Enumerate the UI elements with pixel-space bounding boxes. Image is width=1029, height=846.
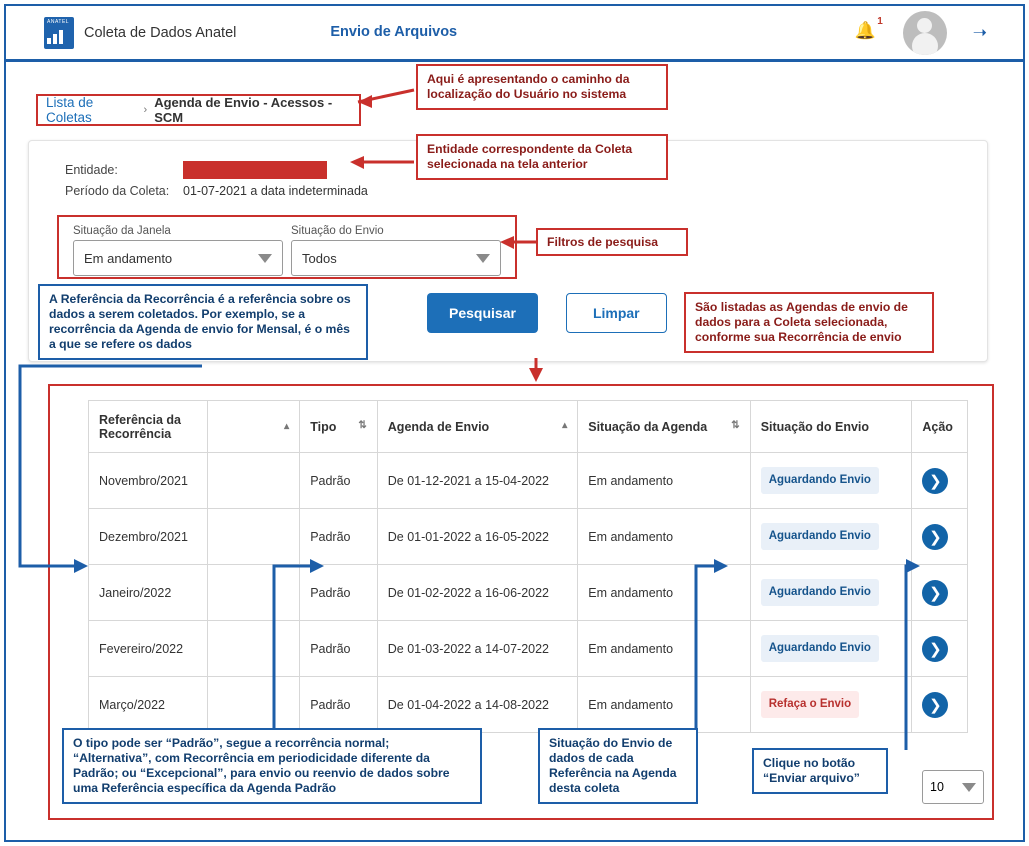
top-navigation-bar <box>6 6 1023 62</box>
table-row <box>89 565 968 621</box>
notification-badge: 1 <box>877 15 883 27</box>
annotation-botao: Clique no botão “Enviar arquivo” <box>752 748 888 794</box>
tab-label: Envio de Arquivos <box>330 24 458 40</box>
cell-acao <box>912 621 968 677</box>
cell-referencia: Dezembro/2021 <box>89 509 208 565</box>
cell-situacao-envio <box>750 565 912 621</box>
table-row <box>89 509 968 565</box>
cell-agenda: De 01-02-2022 a 16-06-2022 <box>377 565 577 621</box>
situacao-envio-select[interactable] <box>291 240 501 276</box>
period-label: Período da Coleta: <box>65 184 170 198</box>
chevron-down-icon <box>476 254 490 263</box>
cell-acao <box>912 509 968 565</box>
cell-blank <box>207 677 300 733</box>
col-acao <box>912 401 968 453</box>
pesquisar-button[interactable]: Pesquisar <box>427 293 538 333</box>
logo-bars-icon <box>47 30 71 44</box>
chevron-down-icon <box>962 783 976 792</box>
arrow-right-circle-icon[interactable]: ❯ <box>922 580 948 606</box>
status-badge: Aguardando Envio <box>761 523 879 550</box>
cell-situacao-agenda: Em andamento <box>578 509 750 565</box>
filters-group <box>57 215 517 279</box>
limpar-button[interactable]: Limpar <box>566 293 667 333</box>
col-situacao-envio <box>750 401 912 453</box>
cell-referencia: Março/2022 <box>89 677 208 733</box>
col-tipo-label: Tipo <box>310 419 337 434</box>
arrow-right-circle-icon[interactable]: ❯ <box>922 468 948 494</box>
filter-janela-label: Situação da Janela <box>73 225 171 237</box>
table-head <box>89 401 968 453</box>
cell-situacao-envio <box>750 509 912 565</box>
logo-caption: ANATEL <box>47 18 70 25</box>
cell-blank <box>207 565 300 621</box>
period-row <box>65 184 368 198</box>
cell-situacao-envio <box>750 453 912 509</box>
table-row <box>89 677 968 733</box>
sort-caret-icon: ▴ <box>284 421 290 432</box>
sort-caret-icon: ▴ <box>562 419 568 431</box>
arrow-right-circle-icon[interactable]: ❯ <box>922 636 948 662</box>
annotation-list: São listadas as Agendas de envio de dados para a Coleta selecionada, conforme sua Recorrência de envio <box>684 292 934 353</box>
app-window <box>4 4 1025 842</box>
col-tipo[interactable] <box>300 401 378 453</box>
table-body <box>89 453 968 733</box>
annotation-entity: Entidade correspondente da Coleta selecionada na tela anterior <box>416 134 668 180</box>
entity-value-redacted <box>183 161 327 179</box>
cell-situacao-envio <box>750 621 912 677</box>
col-situacao-agenda[interactable] <box>578 401 750 453</box>
status-badge: Aguardando Envio <box>761 635 879 662</box>
col-situacao-envio-label: Situação do Envio <box>760 419 870 434</box>
agenda-table <box>88 400 968 733</box>
logout-icon[interactable]: ➝ <box>972 22 987 42</box>
entity-info <box>65 161 368 203</box>
period-value: 01-07-2021 a data indeterminada <box>183 184 368 198</box>
sort-caret-icon: ⇅ <box>358 419 367 431</box>
situacao-janela-value: Em andamento <box>84 250 173 266</box>
cell-situacao-agenda: Em andamento <box>578 453 750 509</box>
cell-acao <box>912 565 968 621</box>
cell-situacao-agenda: Em andamento <box>578 677 750 733</box>
arrow-right-circle-icon[interactable]: ❯ <box>922 692 948 718</box>
anatel-logo-icon <box>44 17 74 49</box>
table-row <box>89 453 968 509</box>
entity-label: Entidade: <box>65 163 118 177</box>
annotation-situacao-envio: Situação do Envio de dados de cada Referência na Agenda desta coleta <box>538 728 698 804</box>
cell-blank <box>207 453 300 509</box>
topbar-right-actions <box>855 11 987 55</box>
cell-agenda: De 01-04-2022 a 14-08-2022 <box>377 677 577 733</box>
cell-referencia: Novembro/2021 <box>89 453 208 509</box>
table-row <box>89 621 968 677</box>
cell-tipo: Padrão <box>300 509 378 565</box>
filter-situacao-janela <box>73 225 283 276</box>
status-badge: Refaça o Envio <box>761 691 859 718</box>
page-size-select[interactable] <box>922 770 984 804</box>
brand-title: Coleta de Dados Anatel <box>84 24 237 41</box>
chevron-down-icon <box>258 254 272 263</box>
status-badge: Aguardando Envio <box>761 579 879 606</box>
breadcrumb-link-lista-de-coletas[interactable]: Lista de Coletas <box>46 95 94 125</box>
breadcrumb-current: Agenda de Envio - Acessos - SCM <box>154 95 333 125</box>
cell-situacao-envio <box>750 677 912 733</box>
filter-situacao-envio <box>291 225 501 276</box>
status-badge: Aguardando Envio <box>761 467 879 494</box>
col-situacao-agenda-label: Situação da Agenda <box>588 419 708 434</box>
annotation-recurrence: A Referência da Recorrência é a referência sobre os dados a serem coletados. Por exemplo, se a recorrência da Agenda de envio for Mensal, é o mês a que se refere os dados <box>38 284 368 360</box>
brand <box>44 17 236 49</box>
sort-caret-icon: ⇅ <box>731 419 740 431</box>
notifications-button[interactable] <box>854 15 883 45</box>
cell-agenda: De 01-01-2022 a 16-05-2022 <box>377 509 577 565</box>
cell-agenda: De 01-03-2022 a 14-07-2022 <box>377 621 577 677</box>
bell-icon: 🔔 <box>854 20 876 40</box>
tab-envio-de-arquivos[interactable] <box>324 6 463 62</box>
annotation-breadcrumb: Aqui é apresentando o caminho da localização do Usuário no sistema <box>416 64 668 110</box>
situacao-envio-value: Todos <box>302 250 337 266</box>
cell-tipo: Padrão <box>300 621 378 677</box>
cell-situacao-agenda: Em andamento <box>578 621 750 677</box>
arrow-right-circle-icon[interactable]: ❯ <box>922 524 948 550</box>
panel-actions <box>427 293 667 333</box>
col-referencia <box>89 401 208 453</box>
cell-referencia: Fevereiro/2022 <box>89 621 208 677</box>
cell-tipo: Padrão <box>300 453 378 509</box>
cell-blank <box>207 621 300 677</box>
cell-referencia: Janeiro/2022 <box>89 565 208 621</box>
cell-tipo: Padrão <box>300 677 378 733</box>
table-header-row <box>89 401 968 453</box>
situacao-janela-select[interactable] <box>73 240 283 276</box>
breadcrumb-separator-icon: › <box>143 104 148 116</box>
cell-tipo: Padrão <box>300 565 378 621</box>
filter-envio-label: Situação do Envio <box>291 225 384 237</box>
entity-row <box>65 161 368 179</box>
cell-agenda: De 01-12-2021 a 15-04-2022 <box>377 453 577 509</box>
avatar[interactable] <box>903 11 947 55</box>
cell-acao <box>912 677 968 733</box>
col-sort-blank[interactable] <box>207 401 300 453</box>
cell-situacao-agenda: Em andamento <box>578 565 750 621</box>
col-referencia-label: Referência da Recorrência <box>99 412 181 441</box>
col-agenda[interactable] <box>377 401 577 453</box>
page-size-value: 10 <box>930 780 944 794</box>
col-agenda-label: Agenda de Envio <box>387 419 490 434</box>
annotation-tipo: O tipo pode ser “Padrão”, segue a recorrência normal; “Alternativa”, com Recorrência em periodicidade diferente da Padrão; ou “Excepcional”, para envio ou reenvio de dados sobre uma Referência específica da Agenda Padrão <box>62 728 482 804</box>
col-acao-label: Ação <box>922 419 953 434</box>
cell-blank <box>207 509 300 565</box>
annotation-filters: Filtros de pesquisa <box>536 228 688 256</box>
breadcrumb <box>36 94 361 126</box>
cell-acao <box>912 453 968 509</box>
